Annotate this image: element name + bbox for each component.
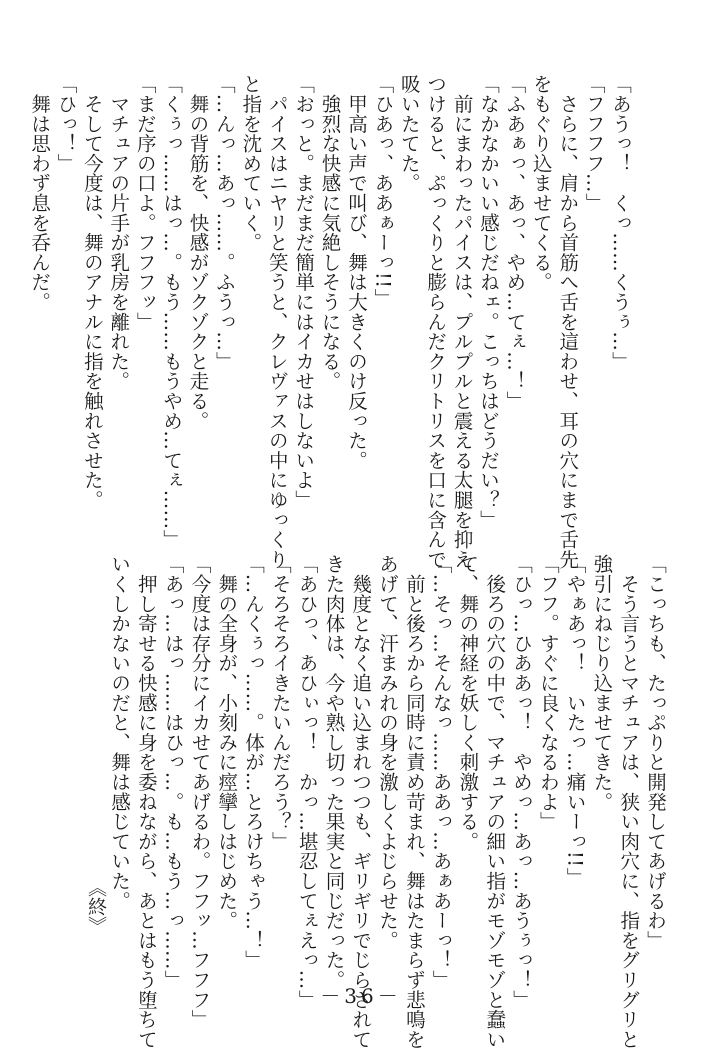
text-column: あげて、汗まみれの身を激しくよじらせた。 — [376, 554, 400, 950]
text-column: 「やぁあっ！ いたっ…痛いーっ!!」 — [563, 554, 587, 888]
text-column: をもぐり込ませてくる。 — [529, 74, 553, 292]
text-column: 「あうっ！ くっ……くうぅ…」 — [609, 74, 632, 371]
text-column: そして今度は、舞のアナルに指を触れさせた。 — [80, 74, 104, 510]
end-mark: 《終》 — [85, 878, 107, 935]
text-column: 舞は思わず息を呑んだ。 — [28, 74, 52, 312]
text-column: つけると、ぷっくりと膨らんだクリトリスを口に含んで — [424, 74, 448, 569]
top-text-block — [26, 74, 633, 569]
text-column: 「…そっ…そんなっ……ああっ…あぁあーっ！」 — [429, 554, 453, 990]
text-column: 押し寄せる快感に身を委ねながら、あとはもう堕ちて — [134, 554, 158, 1049]
text-column: 「…んっ…あっ……。ふうっ…」 — [212, 74, 236, 371]
text-column: 「フフフフ…」 — [582, 74, 606, 213]
text-column: きた肉体は、今や熟し切った果実と同じだった。 — [322, 554, 346, 990]
text-column: 「そろそろイきたいんだろう？」 — [268, 554, 292, 851]
text-column: さらに、肩から首筋へ舌を這わせ、耳の穴にまで舌先 — [556, 74, 580, 569]
text-column: マチュアの片手が乳房を離れた。 — [107, 74, 131, 391]
text-column: 「ひっ…ひああっ！ やめっ…あっ…あうぅっ！」 — [510, 554, 534, 1010]
text-column: パイスはニヤリと笑うと、クレヴァスの中にゆっくり — [265, 74, 289, 569]
text-column: 吸いたてた。 — [397, 74, 421, 193]
text-column: 舞の全身が、小刻みに痙攣しはじめた。 — [215, 554, 239, 931]
text-column: そう言うとマチュアは、狭い肉穴に、指をグリグリと — [617, 554, 641, 1049]
text-column: 「あひっ、あひぃっ！ かっ…堪忍してぇえっ…」 — [295, 554, 319, 1010]
text-column: 舞の背筋を、快感がゾクゾクと走る。 — [186, 74, 210, 431]
text-column: 「ひっ！」 — [54, 74, 78, 173]
text-column: 強烈な快感に気絶しそうになる。 — [318, 74, 342, 391]
text-column: 「なかなかいい感じだねェ。こっちはどうだい？」 — [476, 74, 500, 530]
text-column: 幾度となく追い込まれつつも、ギリギリでじらされて — [349, 554, 373, 1049]
page-number: －36－ — [320, 984, 402, 1008]
text-column: 「こっちも、たっぷりと開発してあげるわ」 — [644, 554, 667, 950]
text-column: 「今度は存分にイカせてあげるわ。フフッ…フフフ」 — [188, 554, 212, 1030]
text-column: 前と後ろから同時に責め苛まれ、舞はたまらず悲鳴を — [402, 554, 426, 1049]
text-column: て、舞の神経を妖しく刺激する。 — [456, 554, 480, 851]
text-column: 前にまわったパイスは、プルプルと震える太腿を抑え — [450, 74, 474, 569]
text-column: 「おっと。まだまだ簡単にはイカせはしないよ」 — [292, 74, 316, 510]
text-column: いくしかないのだと、舞は感じていた。 — [108, 554, 132, 911]
text-column: 「ひあっ、ああぁーっ!!」 — [371, 74, 395, 309]
text-column: 「ふあぁっ、あっ、やめ…てぇ…！」 — [503, 74, 527, 411]
text-column: 「あっ…はっ……はひっ…。も…もう…っ……」 — [161, 554, 185, 990]
bottom-text-block — [105, 554, 668, 1049]
text-column: 甲高い声で叫び、舞は大きくのけ反った。 — [344, 74, 368, 470]
text-column: と指を沈めていく。 — [239, 74, 263, 253]
text-column: 「まだ序の口よ。フフフッ」 — [133, 74, 157, 332]
text-column: 「…んくぅっ……。体が…とろけちゃう…！」 — [242, 554, 266, 970]
text-column: 後ろの穴の中で、マチュアの細い指がモゾモゾと蠢い — [483, 554, 507, 1049]
text-column: 「フフ。すぐに良くなるわよ」 — [536, 554, 560, 832]
text-column: 強引にねじり込ませてきた。 — [590, 554, 614, 812]
text-column: 「くぅっ……はっ…。もう……もうやめ…てぇ……」 — [160, 74, 184, 550]
